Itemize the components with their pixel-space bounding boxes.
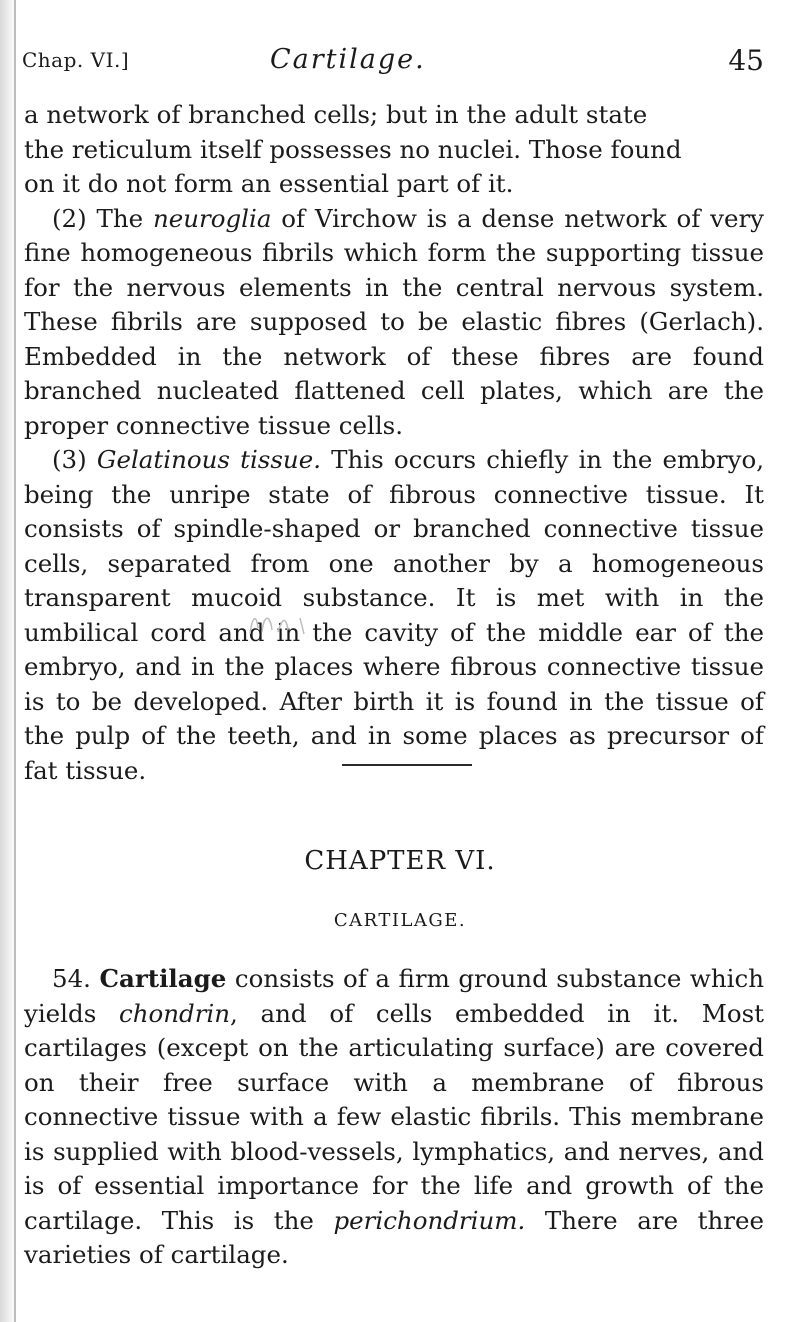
paragraph-line: on it do not form an essential part of it.	[24, 169, 514, 198]
paragraph-body: This occurs chiefly in the embryo, being the unripe state of fibrous connective tissue. It consists of spindle-shaped or branched connective tissue cells, separated from one another by a homogeneous transparent mucoid substance. It is met with in the umbilical cord and in the cavity of the middle ear of the embryo, and in the places where fibrous connective tissue is to be developed. After birth it is found in the tissue of the pulp of the teeth, and in some places as precursor of fat tissue.	[24, 445, 765, 785]
term-neuroglia: neuroglia	[152, 203, 272, 233]
binding-edge	[14, 0, 16, 1322]
section-divider-rule	[342, 764, 472, 766]
page-number: 45	[728, 44, 764, 77]
paragraph-number: (2) The	[52, 203, 153, 233]
term-chondrin: chondrin	[118, 998, 231, 1028]
paragraph-neuroglia	[24, 202, 764, 444]
paragraph-body: of Virchow is a dense network of very fine homogeneous fibrils which form the supporting tissue for the nervous elements in the central nervous system. These fibrils are supposed to be elastic fibres (Gerlach). Embedded in the network of these fibres are found branched nucleated flattened cell plates, which are the proper connective tissue cells.	[24, 203, 764, 440]
paragraph-body: consists of a firm ground substance which yields	[24, 964, 764, 1028]
paragraph-gelatinous	[24, 443, 764, 788]
section-54-text	[24, 962, 764, 1273]
paragraph-line: the reticulum itself possesses no nuclei. Those found	[24, 134, 682, 164]
running-title: Cartilage.	[270, 44, 426, 75]
term-cartilage: Cartilage	[99, 964, 227, 993]
term-perichondrium: perichondrium.	[333, 1205, 526, 1235]
running-head	[22, 44, 764, 80]
section-number: 54.	[52, 964, 91, 993]
paragraph-body: , and of cells embedded in it. Most cartilages (except on the articulating surface) are covered on their free surface with a membrane of fibrous connective tissue with a few elastic fibrils. This membrane is supplied with blood-vessels, lymphatics, and nerves, and is of essential importance for the life and growth of the cartilage. This is the	[24, 998, 764, 1235]
chapter-heading: CHAPTER VI.	[304, 846, 496, 876]
paragraph-number: (3)	[52, 445, 97, 474]
handwritten-mark	[200, 604, 320, 644]
paragraph-body: There are three varieties of cartilage.	[24, 1205, 764, 1269]
chapter-reference: Chap. VI.]	[22, 48, 130, 72]
continuation-text	[24, 98, 764, 788]
paragraph-line: a network of branched cells; but in the adult state	[24, 100, 648, 129]
paragraph-cartilage	[24, 962, 764, 1273]
term-gelatinous-tissue: Gelatinous tissue.	[96, 445, 322, 474]
chapter-subheading: CARTILAGE.	[333, 910, 467, 931]
